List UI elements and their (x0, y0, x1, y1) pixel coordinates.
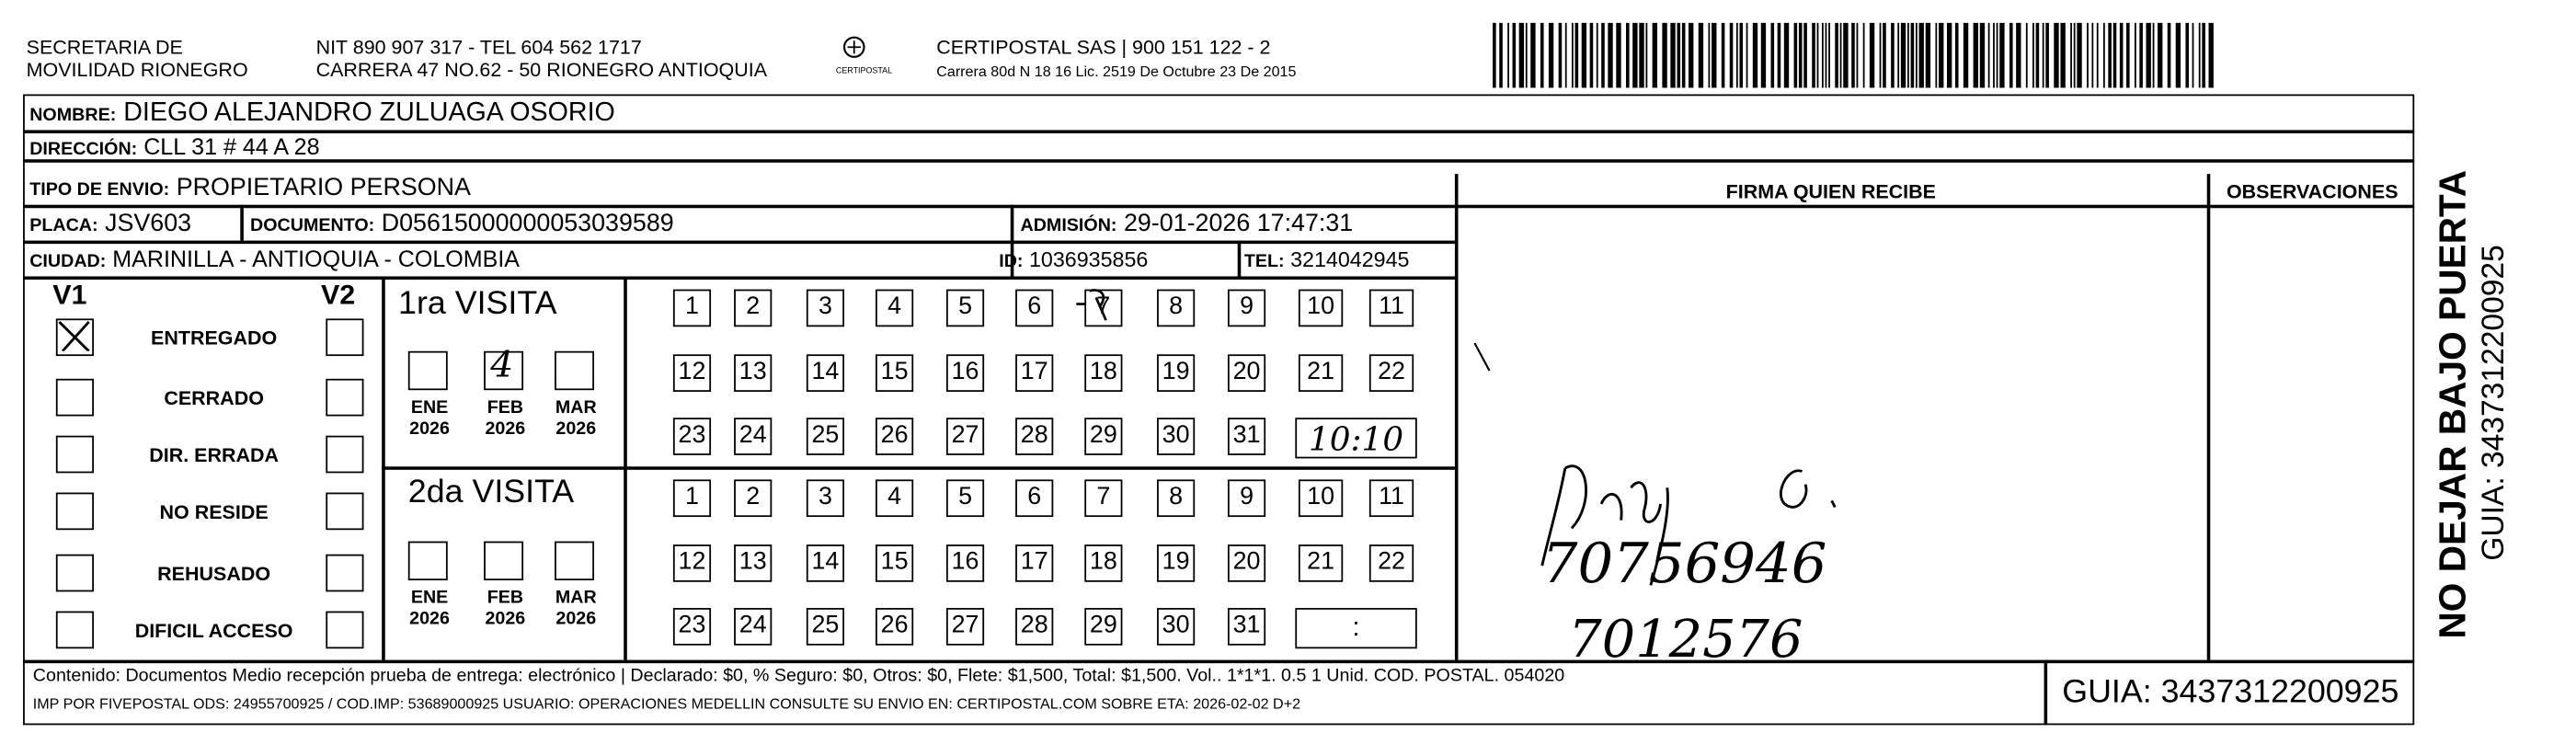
no-dejar-bajo-puerta: NO DEJAR BAJO PUERTA (2431, 169, 2474, 639)
day-box[interactable]: 19 (1157, 354, 1195, 392)
day-box[interactable]: 11 (1369, 290, 1414, 327)
day-box[interactable]: 6 (1015, 290, 1053, 327)
barcode-bar (1916, 23, 1918, 88)
month-checkbox[interactable] (408, 542, 448, 580)
day-box[interactable]: 5 (946, 290, 984, 327)
month-checkbox[interactable] (408, 351, 448, 390)
day-box[interactable]: 24 (734, 418, 772, 455)
nit-block (316, 36, 767, 81)
month-checkbox[interactable] (484, 542, 523, 580)
status-v2-checkbox[interactable] (326, 318, 363, 356)
barcode-bar (2097, 23, 2099, 88)
barcode-bar (1771, 23, 1775, 88)
day-box[interactable]: 30 (1157, 418, 1195, 455)
barcode-bar (1519, 23, 1524, 88)
day-box[interactable]: 31 (1228, 608, 1265, 646)
barcode-bar (1778, 23, 1781, 88)
name-label: NOMBRE: (29, 105, 117, 126)
day-box[interactable]: 2 (734, 290, 772, 327)
barcode-bar (1901, 23, 1906, 88)
status-v1-checkbox[interactable] (56, 436, 94, 474)
day-box[interactable]: 15 (876, 544, 913, 582)
barcode-bar (1712, 23, 1716, 88)
plate-cell (29, 210, 191, 237)
visit-time-box[interactable]: 10:10 (1295, 418, 1416, 458)
day-box[interactable]: 4 (876, 290, 913, 327)
barcode-bar (1822, 23, 1824, 88)
sender-line1: SECRETARIA DE (26, 35, 183, 59)
barcode-bar (1740, 23, 1744, 88)
barcode-bar (1799, 23, 1803, 88)
barcode-bar (2054, 23, 2058, 88)
barcode-image (1489, 23, 2221, 91)
day-box[interactable]: 17 (1015, 544, 1053, 582)
barcode-bar (1883, 23, 1886, 88)
id-cell (999, 247, 1148, 272)
barcode-bar (1559, 23, 1563, 88)
barcode-bar (1974, 23, 1978, 88)
v2-label: V2 (320, 280, 356, 311)
barcode-bar (1907, 23, 1909, 88)
day-box[interactable]: 8 (1157, 479, 1195, 517)
barcode-bar (2185, 23, 2189, 88)
document-cell (250, 210, 674, 237)
address-label: DIRECCIÓN: (29, 140, 138, 160)
day-box[interactable]: 28 (1015, 608, 1053, 646)
name-value: DIEGO ALEJANDRO ZULUAGA OSORIO (123, 98, 615, 127)
day-box[interactable]: 3 (807, 290, 844, 327)
barcode-bar (1689, 23, 1693, 88)
barcode-bar (2077, 23, 2081, 88)
city-value: MARINILLA - ANTIOQUIA - COLOMBIA (112, 245, 521, 272)
day-box[interactable]: 23 (673, 418, 711, 455)
plate-value: JSV603 (105, 210, 192, 238)
status-label: CERRADO (164, 386, 264, 410)
barcode-bar (1826, 23, 1827, 88)
barcode-bar (1999, 23, 2004, 88)
status-v1-checkbox[interactable] (56, 493, 94, 531)
day-box[interactable]: 5 (946, 479, 984, 517)
handwritten-day-mark (1073, 284, 1123, 326)
barcode-bar (2113, 23, 2117, 88)
barcode-bar (1722, 23, 1725, 88)
day-box[interactable]: 1 (673, 290, 711, 327)
day-box[interactable]: 4 (876, 479, 913, 517)
month-label: ENE 2026 (409, 588, 450, 630)
status-label: NO RESIDE (159, 500, 269, 524)
barcode-bar (2016, 23, 2021, 88)
day-box[interactable]: 8 (1157, 290, 1195, 327)
type-row (29, 174, 471, 201)
barcode-bar (1639, 23, 1643, 88)
barcode-bar (2168, 23, 2171, 88)
barcode-bar (2009, 23, 2013, 88)
barcode-bar (1897, 23, 1899, 88)
barcode-bar (2032, 23, 2034, 88)
barcode-bar (1540, 23, 1544, 88)
barcode-bar (1911, 23, 1915, 88)
footer-guia: GUIA: 3437312200925 (2062, 674, 2399, 711)
barcode-bar (1626, 23, 1630, 88)
signature-column-header: FIRMA QUIEN RECIBE (1725, 180, 1936, 203)
barcode-bar (2043, 23, 2044, 88)
day-box[interactable]: 29 (1084, 418, 1122, 455)
barcode-bar (2036, 23, 2040, 88)
day-box[interactable]: 26 (876, 418, 913, 455)
id-label: ID: (999, 251, 1024, 272)
status-v1-checkbox[interactable] (56, 555, 94, 592)
month-label: MAR 2026 (555, 588, 597, 630)
barcode-bar (2192, 23, 2194, 88)
admission-label: ADMISIÓN: (1020, 216, 1117, 236)
day-box[interactable]: 20 (1228, 544, 1265, 582)
day-box[interactable]: 24 (734, 608, 772, 646)
barcode-bar (1997, 23, 1998, 88)
status-label: ENTREGADO (151, 326, 278, 350)
barcode-bar (1753, 23, 1757, 88)
day-box[interactable]: 22 (1369, 354, 1414, 392)
barcode-bar (1565, 23, 1567, 88)
barcode-bar (1988, 23, 1990, 88)
day-box[interactable]: 29 (1084, 608, 1122, 646)
status-v1-checkbox[interactable] (56, 318, 94, 356)
barcode-bar (1812, 23, 1815, 88)
month-checkbox[interactable] (484, 346, 523, 390)
sender-line2: MOVILIDAD RIONEGRO (26, 58, 248, 82)
address-row (29, 133, 319, 159)
visit2-title: 2da VISITA (407, 475, 575, 510)
barcode-bar (1817, 23, 1819, 88)
day-box[interactable]: 25 (807, 418, 844, 455)
city-label: CIUDAD: (29, 251, 107, 272)
status-label: DIR. ERRADA (149, 443, 280, 467)
status-v2-checkbox[interactable] (326, 493, 363, 531)
check-mark-icon (56, 315, 92, 351)
barcode-bar (2139, 23, 2143, 88)
day-box[interactable]: 20 (1228, 354, 1265, 392)
day-box[interactable]: 25 (807, 608, 844, 646)
handwritten-mark: 4 (490, 346, 514, 387)
type-label: TIPO DE ENVIO: (29, 180, 170, 200)
document-label: DOCUMENTO: (250, 216, 375, 236)
barcode-bar (1677, 23, 1681, 88)
barcode-bar (1526, 23, 1528, 88)
status-v2-checkbox[interactable] (326, 612, 363, 649)
day-box[interactable]: 18 (1084, 354, 1122, 392)
barcode-bar (2103, 23, 2105, 88)
signature-line2: 70756946 (1541, 532, 1827, 596)
barcode-bar (1835, 23, 1838, 88)
barcode-bar (1843, 23, 1848, 88)
barcode-bar (1507, 23, 1509, 88)
month-label: FEB 2026 (485, 588, 526, 630)
barcode-bar (1863, 23, 1865, 88)
barcode-bar (2202, 23, 2205, 88)
barcode-bar (2060, 23, 2065, 88)
barcode-bar (2153, 23, 2155, 88)
day-box[interactable]: 27 (946, 418, 984, 455)
barcode-bar (1530, 23, 1535, 88)
content-line: Contenido: Documentos Medio recepción prueba de entrega: electrónico | Declarado: $0, % Seguro: $0, Otros: $0, Flete: $1,500, Total: $1,500. Vol.. 1*1*1. 0.5 1 Unid. COD. POSTAL. 054020 (32, 666, 1565, 686)
day-box[interactable]: 14 (807, 354, 844, 392)
sender-block (27, 36, 248, 81)
barcode-bar (1572, 23, 1574, 88)
barcode-bar (2120, 23, 2124, 88)
admission-value: 29-01-2026 17:47:31 (1123, 210, 1354, 238)
carrier-line1: CERTIPOSTAL SAS | 900 151 122 - 2 (936, 35, 1271, 59)
barcode-bar (1730, 23, 1734, 88)
barcode-bar (2209, 23, 2214, 88)
barcode-bar (1670, 23, 1675, 88)
signature-line3: 7012576 (1568, 609, 1803, 667)
address-value: CLL 31 # 44 A 28 (143, 132, 320, 160)
status-v1-checkbox[interactable] (56, 379, 94, 417)
status-v2-checkbox[interactable] (326, 555, 363, 592)
day-box[interactable]: 3 (807, 479, 844, 517)
day-box[interactable]: 6 (1015, 479, 1053, 517)
barcode-bar (1955, 23, 1959, 88)
day-box[interactable]: 23 (673, 608, 711, 646)
type-value: PROPIETARIO PERSONA (176, 174, 471, 202)
barcode-bar (1662, 23, 1666, 88)
barcode-bar (2176, 23, 2181, 88)
tel-cell (1244, 247, 1410, 272)
status-label: REHUSADO (157, 562, 271, 586)
barcode-bar (1709, 23, 1711, 88)
day-box[interactable]: 27 (946, 608, 984, 646)
barcode-bar (2147, 23, 2151, 88)
certipostal-logo (831, 32, 898, 77)
address-line: CARRERA 47 NO.62 - 50 RIONEGRO ANTIOQUIA (315, 58, 768, 82)
document-value: D05615000000053039589 (381, 210, 674, 238)
barcode-bar (1891, 23, 1895, 88)
barcode-bar (2087, 23, 2089, 88)
day-box[interactable]: 1 (673, 479, 711, 517)
barcode-bar (1736, 23, 1738, 88)
tel-label: TEL: (1243, 251, 1285, 272)
barcode-bar (1761, 23, 1766, 88)
barcode-bar (1803, 23, 1807, 88)
barcode-bar (2199, 23, 2201, 88)
day-box[interactable]: 2 (734, 479, 772, 517)
barcode-bar (2158, 23, 2162, 88)
barcode-bar (1947, 23, 1952, 88)
barcode-bar (1919, 23, 1924, 88)
barcode-bar (1746, 23, 1748, 88)
barcode-bar (2108, 23, 2112, 88)
barcode-bar (1794, 23, 1798, 88)
barcode-bar (1601, 23, 1605, 88)
day-box[interactable]: 16 (946, 354, 984, 392)
plate-label: PLACA: (29, 216, 98, 236)
barcode-bar (2074, 23, 2076, 88)
day-box[interactable]: 22 (1369, 544, 1414, 582)
barcode-bar (1493, 23, 1496, 88)
status-label: DIFICIL ACCESO (134, 619, 293, 643)
day-box[interactable]: 12 (673, 544, 711, 582)
v1-label: V1 (52, 280, 87, 311)
side-guia: GUIA: 3437312200925 (2477, 245, 2512, 561)
logo-text: CERTIPOSTAL (835, 65, 893, 75)
day-box[interactable]: 14 (807, 544, 844, 582)
day-box[interactable]: 26 (876, 608, 913, 646)
day-box[interactable]: 12 (673, 354, 711, 392)
status-v1-checkbox[interactable] (56, 612, 94, 649)
barcode-bar (1582, 23, 1586, 88)
day-box[interactable]: 15 (876, 354, 913, 392)
barcode-bar (1699, 23, 1703, 88)
barcode-bar (1939, 23, 1943, 88)
city-cell (29, 246, 520, 271)
barcode-bar (1597, 23, 1598, 88)
day-box[interactable]: 13 (734, 354, 772, 392)
name-row (29, 99, 615, 129)
barcode-bar (1963, 23, 1968, 88)
barcode-bar (1549, 23, 1553, 88)
barcode-bar (2045, 23, 2049, 88)
status-v2-checkbox[interactable] (326, 379, 363, 417)
barcode-bar (2135, 23, 2136, 88)
day-box[interactable]: 30 (1157, 608, 1195, 646)
barcode-bar (1499, 23, 1503, 88)
barcode-bar (1608, 23, 1612, 88)
tel-value: 3214042945 (1290, 246, 1410, 272)
barcode-bar (1857, 23, 1859, 88)
admission-cell (1020, 210, 1353, 237)
barcode-bar (1513, 23, 1517, 88)
day-box[interactable]: 10 (1299, 479, 1343, 517)
barcode-bar (1980, 23, 1985, 88)
day-box[interactable]: 9 (1228, 479, 1265, 517)
visit-time-box[interactable]: : (1295, 608, 1416, 648)
barcode-bar (1926, 23, 1930, 88)
day-box[interactable]: 21 (1299, 354, 1343, 392)
barcode-bar (2070, 23, 2072, 88)
barcode-bar (1653, 23, 1657, 88)
day-box[interactable]: 9 (1228, 290, 1265, 327)
day-box[interactable]: 7 (1084, 290, 1122, 327)
status-v2-checkbox[interactable] (326, 436, 363, 474)
month-checkbox[interactable] (555, 542, 594, 580)
day-box[interactable]: 10 (1299, 290, 1343, 327)
day-box[interactable]: 7 (1084, 479, 1122, 517)
barcode-bar (1575, 23, 1579, 88)
barcode-bar (1590, 23, 1594, 88)
imp-line: IMP POR FIVEPOSTAL ODS: 24955700925 / COD.IMP: 53689000925 USUARIO: OPERACIONES MEDELLIN CONSULTE SU ENVIO EN: CERTIPOSTAL.COM SOBRE ETA: 2026-02-02 D+2 (32, 695, 1301, 713)
day-box[interactable]: 18 (1084, 544, 1122, 582)
nit-line: NIT 890 907 317 - TEL 604 562 1717 (315, 35, 642, 59)
pen-tick-mark (1473, 341, 1493, 382)
day-box[interactable]: 21 (1299, 544, 1343, 582)
barcode-bar (1840, 23, 1842, 88)
day-box[interactable]: 16 (946, 544, 984, 582)
month-label: MAR 2026 (555, 398, 597, 440)
carrier-line2: Carrera 80d N 18 16 Lic. 2519 De Octubre 23 De 2015 (936, 63, 1297, 80)
barcode-bar (1993, 23, 1995, 88)
barcode-bar (1851, 23, 1855, 88)
signature-handwriting (1539, 439, 1918, 674)
barcode-bar (1646, 23, 1648, 88)
day-box[interactable]: 19 (1157, 544, 1195, 582)
day-box[interactable]: 13 (734, 544, 772, 582)
month-label: ENE 2026 (409, 398, 450, 440)
visit1-title: 1ra VISITA (398, 286, 557, 322)
day-box[interactable]: 28 (1015, 418, 1053, 455)
barcode-bar (2026, 23, 2028, 88)
barcode-bar (2126, 23, 2130, 88)
barcode-bar (1870, 23, 1874, 88)
day-box[interactable]: 17 (1015, 354, 1053, 392)
day-box[interactable]: 11 (1369, 479, 1414, 517)
observations-column-header: OBSERVACIONES (2226, 180, 2399, 203)
barcode-bar (1682, 23, 1686, 88)
barcode-bar (1935, 23, 1937, 88)
day-box[interactable]: 31 (1228, 418, 1265, 455)
id-value: 1036935856 (1028, 246, 1149, 272)
barcode-bar (1616, 23, 1620, 88)
barcode-bar (2091, 23, 2093, 88)
barcode-bar (1880, 23, 1882, 88)
month-checkbox[interactable] (555, 351, 594, 390)
barcode-bar (1784, 23, 1789, 88)
month-label: FEB 2026 (485, 398, 526, 440)
barcode-bar (1828, 23, 1830, 88)
barcode-bar (1632, 23, 1637, 88)
